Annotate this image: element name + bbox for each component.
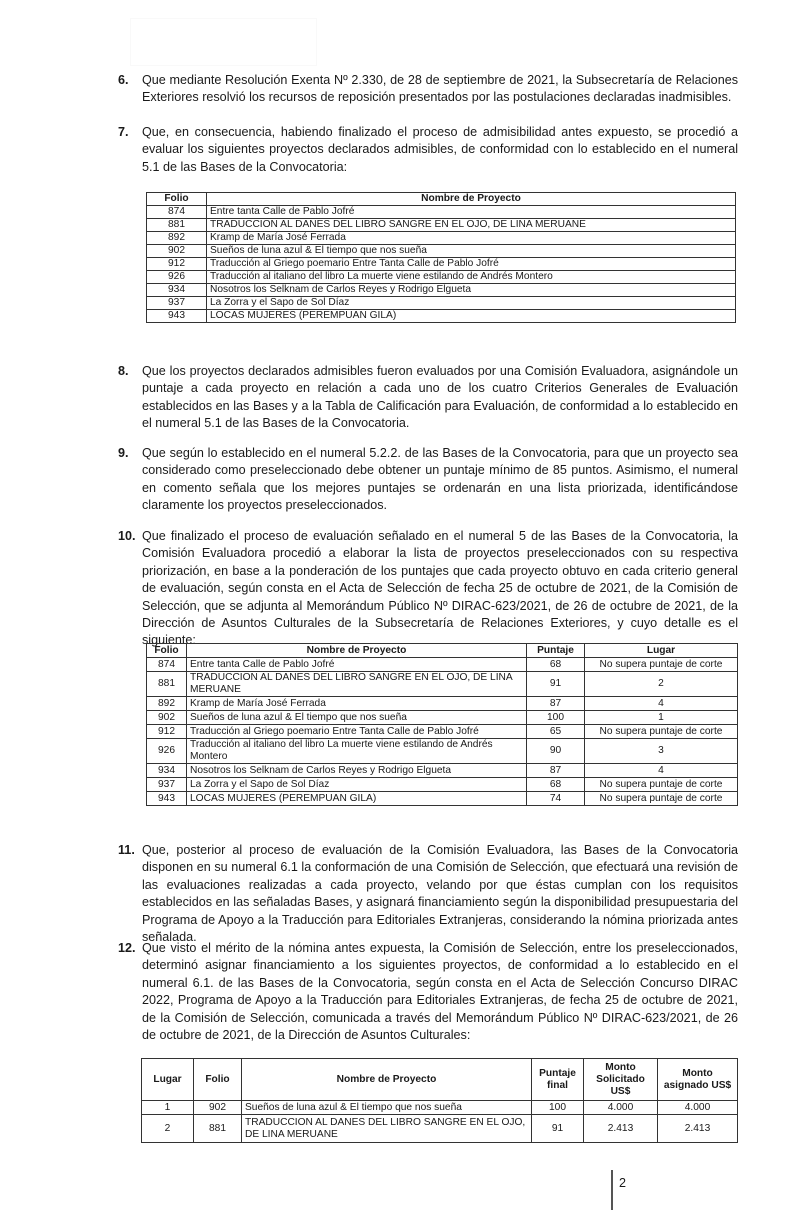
cell-nombre: Traducción al italiano del libro La muerte viene estilando de Andrés Montero [207, 271, 736, 284]
table-row [147, 271, 736, 284]
paragraph-8 [118, 363, 738, 433]
paragraph-number: 7. [118, 125, 129, 139]
column-header-monto-solicitado: Monto Solicitado US$ [584, 1059, 658, 1101]
paragraph-number: 8. [118, 364, 129, 378]
cell-folio: 902 [147, 711, 187, 725]
cell-puntaje: 68 [527, 658, 585, 672]
column-header-lugar: Lugar [142, 1059, 194, 1101]
cell-lugar: 4 [585, 764, 738, 778]
cell-folio: 892 [147, 697, 187, 711]
paragraph-number: 9. [118, 446, 129, 460]
cell-nombre: Traducción al Griego poemario Entre Tanta Calle de Pablo Jofré [207, 258, 736, 271]
cell-nombre: Kramp de María José Ferrada [207, 232, 736, 245]
paragraph-text: Que según lo establecido en el numeral 5.2.2. de las Bases de la Convocatoria, para que un proyecto sea considerado como preseleccionado debe obtener un puntaje mínimo de 85 puntos. Asimismo, el numeral en comento señala que los mejores puntajes se ordenarán en una lista priorizada, identificándose claramente los proyectos preseleccionados. [142, 446, 738, 513]
table-row [147, 725, 738, 739]
cell-nombre: Nosotros los Selknam de Carlos Reyes y Rodrigo Elgueta [207, 284, 736, 297]
table-row [147, 739, 738, 764]
cell-puntaje: 68 [527, 778, 585, 792]
column-header-folio: Folio [147, 193, 207, 206]
cell-folio: 937 [147, 778, 187, 792]
paragraph-number: 6. [118, 73, 129, 87]
paragraph-text: Que, en consecuencia, habiendo finalizado el proceso de admisibilidad antes expuesto, se procedió a evaluar los siguientes proyectos declarados admisibles, de conformidad con lo establecido en el numeral 5.1 de las Bases de la Convocatoria: [142, 125, 738, 174]
cell-lugar: No supera puntaje de corte [585, 725, 738, 739]
cell-puntaje: 91 [527, 672, 585, 697]
table-row [147, 258, 736, 271]
page-number-divider [611, 1170, 613, 1210]
column-header-nombre: Nombre de Proyecto [187, 644, 527, 658]
paragraph-text: Que, posterior al proceso de evaluación de la Comisión Evaluadora, las Bases de la Convocatoria disponen en su numeral 6.1 la conformación de una Comisión de Selección, que efectuará una revisión de las evaluaciones realizadas a cada proyecto, velando por que éstas cumplan con los requisitos establecidos en las señaladas Bases, y asignará financiamiento según la disponibilidad presupuestaria del Programa de Apoyo a la Traducción para Editoriales Extranjeras, considerando la nómina priorizada antes señalada. [142, 843, 738, 945]
cell-monto-solicitado: 2.413 [584, 1115, 658, 1143]
column-header-folio: Folio [147, 644, 187, 658]
cell-lugar: 2 [142, 1115, 194, 1143]
cell-folio: 926 [147, 739, 187, 764]
cell-nombre: LOCAS MUJERES (PEREMPUAN GILA) [207, 310, 736, 323]
cell-monto-asignado: 2.413 [658, 1115, 738, 1143]
table-row [147, 792, 738, 806]
column-header-nombre: Nombre de Proyecto [207, 193, 736, 206]
cell-puntaje: 87 [527, 697, 585, 711]
paragraph-number: 12. [118, 941, 136, 955]
column-header-folio: Folio [194, 1059, 242, 1101]
page-number: 2 [619, 1176, 627, 1190]
cell-nombre: Sueños de luna azul & El tiempo que nos sueña [242, 1101, 532, 1115]
paragraph-number: 10. [118, 529, 136, 543]
funded-projects-table [141, 1058, 738, 1143]
cell-folio: 881 [147, 672, 187, 697]
table-row [147, 297, 736, 310]
cell-folio: 934 [147, 764, 187, 778]
paragraph-text: Que visto el mérito de la nómina antes expuesta, la Comisión de Selección, entre los preseleccionados, determinó asignar financiamiento a los siguientes proyectos, de conformidad a lo establecido en el numeral 6.1. de las Bases de la Convocatoria, según consta en el Acta de Selección Concurso DIRAC 2022, Programa de Apoyo a la Traducción para Editoriales Extranjeras, de fecha 25 de octubre de 2021, de la Comisión de Selección, comunicada a través del Memorándum Público Nº DIRAC-623/2021, de 26 de octubre de 2021, de la Dirección de Asuntos Culturales: [142, 941, 738, 1043]
paragraph-12 [118, 940, 738, 1044]
table-row [147, 658, 738, 672]
cell-nombre: LOCAS MUJERES (PEREMPUAN GILA) [187, 792, 527, 806]
cell-lugar: No supera puntaje de corte [585, 792, 738, 806]
cell-nombre: La Zorra y el Sapo de Sol Díaz [207, 297, 736, 310]
table-row [147, 711, 738, 725]
cell-folio: 943 [147, 792, 187, 806]
paragraph-11 [118, 842, 738, 946]
paragraph-text: Que los proyectos declarados admisibles fueron evaluados por una Comisión Evaluadora, asignándole un puntaje a cada proyecto en relación a cada uno de los cuatro Criterios Generales de Evaluación establecidos en las Bases y a la Tabla de Calificación para Evaluación, de conformidad a lo establecido en el numeral 5.1 de las Bases de la Convocatoria. [142, 364, 738, 431]
cell-puntaje: 91 [532, 1115, 584, 1143]
cell-puntaje: 100 [532, 1101, 584, 1115]
faded-stamp [130, 18, 317, 66]
evaluation-results-table [146, 643, 738, 806]
cell-nombre: Traducción al Griego poemario Entre Tanta Calle de Pablo Jofré [187, 725, 527, 739]
paragraph-text: Que mediante Resolución Exenta Nº 2.330, de 28 de septiembre de 2021, la Subsecretaría de Relaciones Exteriores resolvió los recursos de reposición presentados por las postulaciones declaradas inadmisibles. [142, 73, 738, 105]
table-header-row [142, 1059, 738, 1101]
table-row [147, 245, 736, 258]
table-row [147, 310, 736, 323]
cell-lugar: 2 [585, 672, 738, 697]
cell-folio: 912 [147, 725, 187, 739]
table-row [147, 206, 736, 219]
paragraph-text: Que finalizado el proceso de evaluación señalado en el numeral 5 de las Bases de la Convocatoria, la Comisión Evaluadora procedió a elaborar la lista de proyectos preseleccionados con su respectiva priorización, en base a la ponderación de los puntajes que cada proyecto obtuvo en cada criterio general de evaluación, según consta en el Acta de Selección de fecha 25 de octubre de 2021, de la Comisión de Selección, que se adjunta al Memorándum Público Nº DIRAC-623/2021, de 26 de octubre de 2021, de la Dirección de Asuntos Culturales de la Subsecretaría de Relaciones Exteriores, y cuyo detalle es el siguiente: [142, 529, 738, 648]
cell-puntaje: 100 [527, 711, 585, 725]
table-row [147, 672, 738, 697]
cell-puntaje: 74 [527, 792, 585, 806]
cell-nombre: Sueños de luna azul & El tiempo que nos sueña [187, 711, 527, 725]
table-row [142, 1115, 738, 1143]
cell-monto-solicitado: 4.000 [584, 1101, 658, 1115]
table-row [147, 219, 736, 232]
admissible-projects-table [146, 192, 736, 323]
cell-lugar: 4 [585, 697, 738, 711]
cell-folio: 902 [194, 1101, 242, 1115]
cell-lugar: 1 [585, 711, 738, 725]
cell-nombre: TRADUCCION AL DANES DEL LIBRO SANGRE EN EL OJO, DE LINA MERUANE [207, 219, 736, 232]
table-row [147, 778, 738, 792]
cell-lugar: 1 [142, 1101, 194, 1115]
cell-folio: 881 [147, 219, 207, 232]
cell-nombre: Kramp de María José Ferrada [187, 697, 527, 711]
column-header-nombre: Nombre de Proyecto [242, 1059, 532, 1101]
cell-nombre: Traducción al italiano del libro La muerte viene estilando de Andrés Montero [187, 739, 527, 764]
cell-nombre: Entre tanta Calle de Pablo Jofré [207, 206, 736, 219]
cell-nombre: La Zorra y el Sapo de Sol Díaz [187, 778, 527, 792]
cell-nombre: Entre tanta Calle de Pablo Jofré [187, 658, 527, 672]
paragraph-10 [118, 528, 738, 650]
table-row [147, 232, 736, 245]
cell-monto-asignado: 4.000 [658, 1101, 738, 1115]
column-header-lugar: Lugar [585, 644, 738, 658]
table-header-row [147, 644, 738, 658]
paragraph-9 [118, 445, 738, 515]
cell-folio: 881 [194, 1115, 242, 1143]
column-header-puntaje: Puntaje [527, 644, 585, 658]
paragraph-6 [118, 72, 738, 107]
cell-folio: 937 [147, 297, 207, 310]
cell-lugar: 3 [585, 739, 738, 764]
cell-nombre: TRADUCCION AL DANES DEL LIBRO SANGRE EN EL OJO, DE LINA MERUANE [242, 1115, 532, 1143]
cell-nombre: Sueños de luna azul & El tiempo que nos sueña [207, 245, 736, 258]
cell-folio: 874 [147, 206, 207, 219]
cell-folio: 934 [147, 284, 207, 297]
cell-nombre: Nosotros los Selknam de Carlos Reyes y Rodrigo Elgueta [187, 764, 527, 778]
cell-puntaje: 90 [527, 739, 585, 764]
cell-nombre: TRADUCCION AL DANES DEL LIBRO SANGRE EN EL OJO, DE LINA MERUANE [187, 672, 527, 697]
paragraph-7 [118, 124, 738, 176]
table-row [147, 764, 738, 778]
cell-folio: 943 [147, 310, 207, 323]
cell-lugar: No supera puntaje de corte [585, 778, 738, 792]
paragraph-number: 11. [118, 843, 135, 857]
cell-folio: 926 [147, 271, 207, 284]
table-row [147, 284, 736, 297]
column-header-puntaje-final: Puntaje final [532, 1059, 584, 1101]
cell-folio: 912 [147, 258, 207, 271]
table-row [142, 1101, 738, 1115]
table-header-row [147, 193, 736, 206]
table-row [147, 697, 738, 711]
cell-puntaje: 65 [527, 725, 585, 739]
cell-folio: 874 [147, 658, 187, 672]
column-header-monto-asignado: Monto asignado US$ [658, 1059, 738, 1101]
cell-puntaje: 87 [527, 764, 585, 778]
cell-lugar: No supera puntaje de corte [585, 658, 738, 672]
cell-folio: 892 [147, 232, 207, 245]
cell-folio: 902 [147, 245, 207, 258]
